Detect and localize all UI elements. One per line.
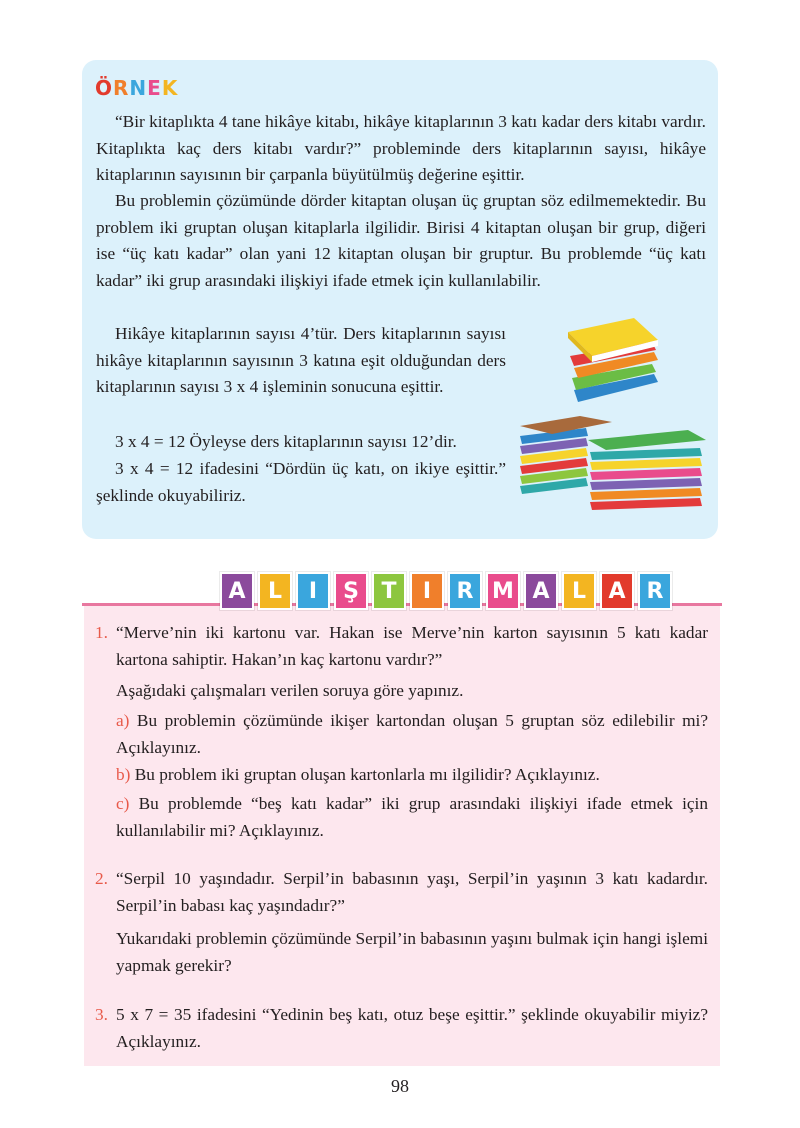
exercise-2-text: “Serpil 10 yaşındadır. Serpil’in babasının yaşı, Serpil’in yaşının 3 katı kadardır. Serpil’in babası kaç yaşındadır?” xyxy=(116,869,708,915)
example-paragraph-2: Bu problemin çözümünde dörder kitaptan oluşan üç gruptan söz edilmemektedir. Bu problem iki gruptan oluşan kitaplarla ilgilidir. Birisi 4 kitaptan oluşan bir grup, diğeri ise “üç katı kadar” olan yani 12 kitaptan oluşan bir gruptur. Bu problemde “üç katı kadar” iki grup arasındaki ilişkiyi ifade etmek için kullanılabilir. xyxy=(96,191,706,290)
exercise-1-text: “Merve’nin iki kartonu var. Hakan ise Merve’nin karton sayısının 5 katı kadar kartona sahiptir. Hakan’ın kaç kartonu vardır?” xyxy=(116,623,708,669)
banner-letter-tile: T xyxy=(372,572,406,610)
exercise-number: 3. xyxy=(95,1005,108,1024)
banner-letter-tile: I xyxy=(410,572,444,610)
banner-letter-tile: I xyxy=(296,572,330,610)
banner-letter-tile: Ş xyxy=(334,572,368,610)
exercise-number: 1. xyxy=(95,623,108,642)
banner-letter-tile: L xyxy=(562,572,596,610)
exercise-number: 2. xyxy=(95,869,108,888)
banner-letter-tile: A xyxy=(524,572,558,610)
exercise-1b: b) Bu problem iki gruptan oluşan kartonlarla mı ilgilidir? Açıklayınız. xyxy=(116,765,600,784)
exercise-2-instruction: Yukarıdaki problemin çözümünde Serpil’in babasının yaşını bulmak için hangi işlemi yapmak gerekir? xyxy=(116,929,708,975)
banner-letter-tile: A xyxy=(220,572,254,610)
example-title: ÖRNEK xyxy=(95,76,179,100)
example-paragraph-4: 3 x 4 = 12 Öyleyse ders kitaplarının sayısı 12’dir. xyxy=(115,432,457,451)
banner-letter-tile: M xyxy=(486,572,520,610)
exercise-1a: a) Bu problemin çözümünde ikişer kartondan oluşan 5 gruptan söz edilebilir mi? Açıklayınız. xyxy=(116,711,708,757)
example-paragraph-3: Hikâye kitaplarının sayısı 4’tür. Ders kitaplarının sayısı hikâye kitaplarının sayısının 3 katına eşit olduğundan ders kitaplarının sayısı 3 x 4 işleminin sonucuna eşittir. xyxy=(96,324,506,396)
banner-letter-tile: R xyxy=(448,572,482,610)
page-number: 98 xyxy=(391,1076,409,1096)
exercise-1c: c) Bu problemde “beş katı kadar” iki grup arasındaki ilişkiyi ifade etmek için kullanılabilir mi? Açıklayınız. xyxy=(116,794,708,840)
banner-letter-tile: L xyxy=(258,572,292,610)
banner-letter-tile: R xyxy=(638,572,672,610)
example-paragraph-1: “Bir kitaplıkta 4 tane hikâye kitabı, hikâye kitaplarının 3 katı kadar ders kitabı vardır. Kitaplıkta kaç ders kitabı vardır?” probleminde ders kitaplarının sayısı, hikâye kitaplarının sayısının bir çarpanla büyütülmüş değerine eşittir. xyxy=(96,112,706,184)
exercise-3-text: 5 x 7 = 35 ifadesini “Yedinin beş katı, otuz beşe eşittir.” şeklinde okuyabilir miyiz? Açıklayınız. xyxy=(116,1005,708,1051)
exercise-1-instruction: Aşağıdaki çalışmaları verilen soruya göre yapınız. xyxy=(116,681,464,700)
books-illustration xyxy=(516,312,712,522)
example-paragraph-5: 3 x 4 = 12 ifadesini “Dördün üç katı, on ikiye eşittir.” şeklinde okuyabiliriz. xyxy=(96,459,506,505)
banner-letter-tile: A xyxy=(600,572,634,610)
exercises-banner xyxy=(220,572,672,608)
